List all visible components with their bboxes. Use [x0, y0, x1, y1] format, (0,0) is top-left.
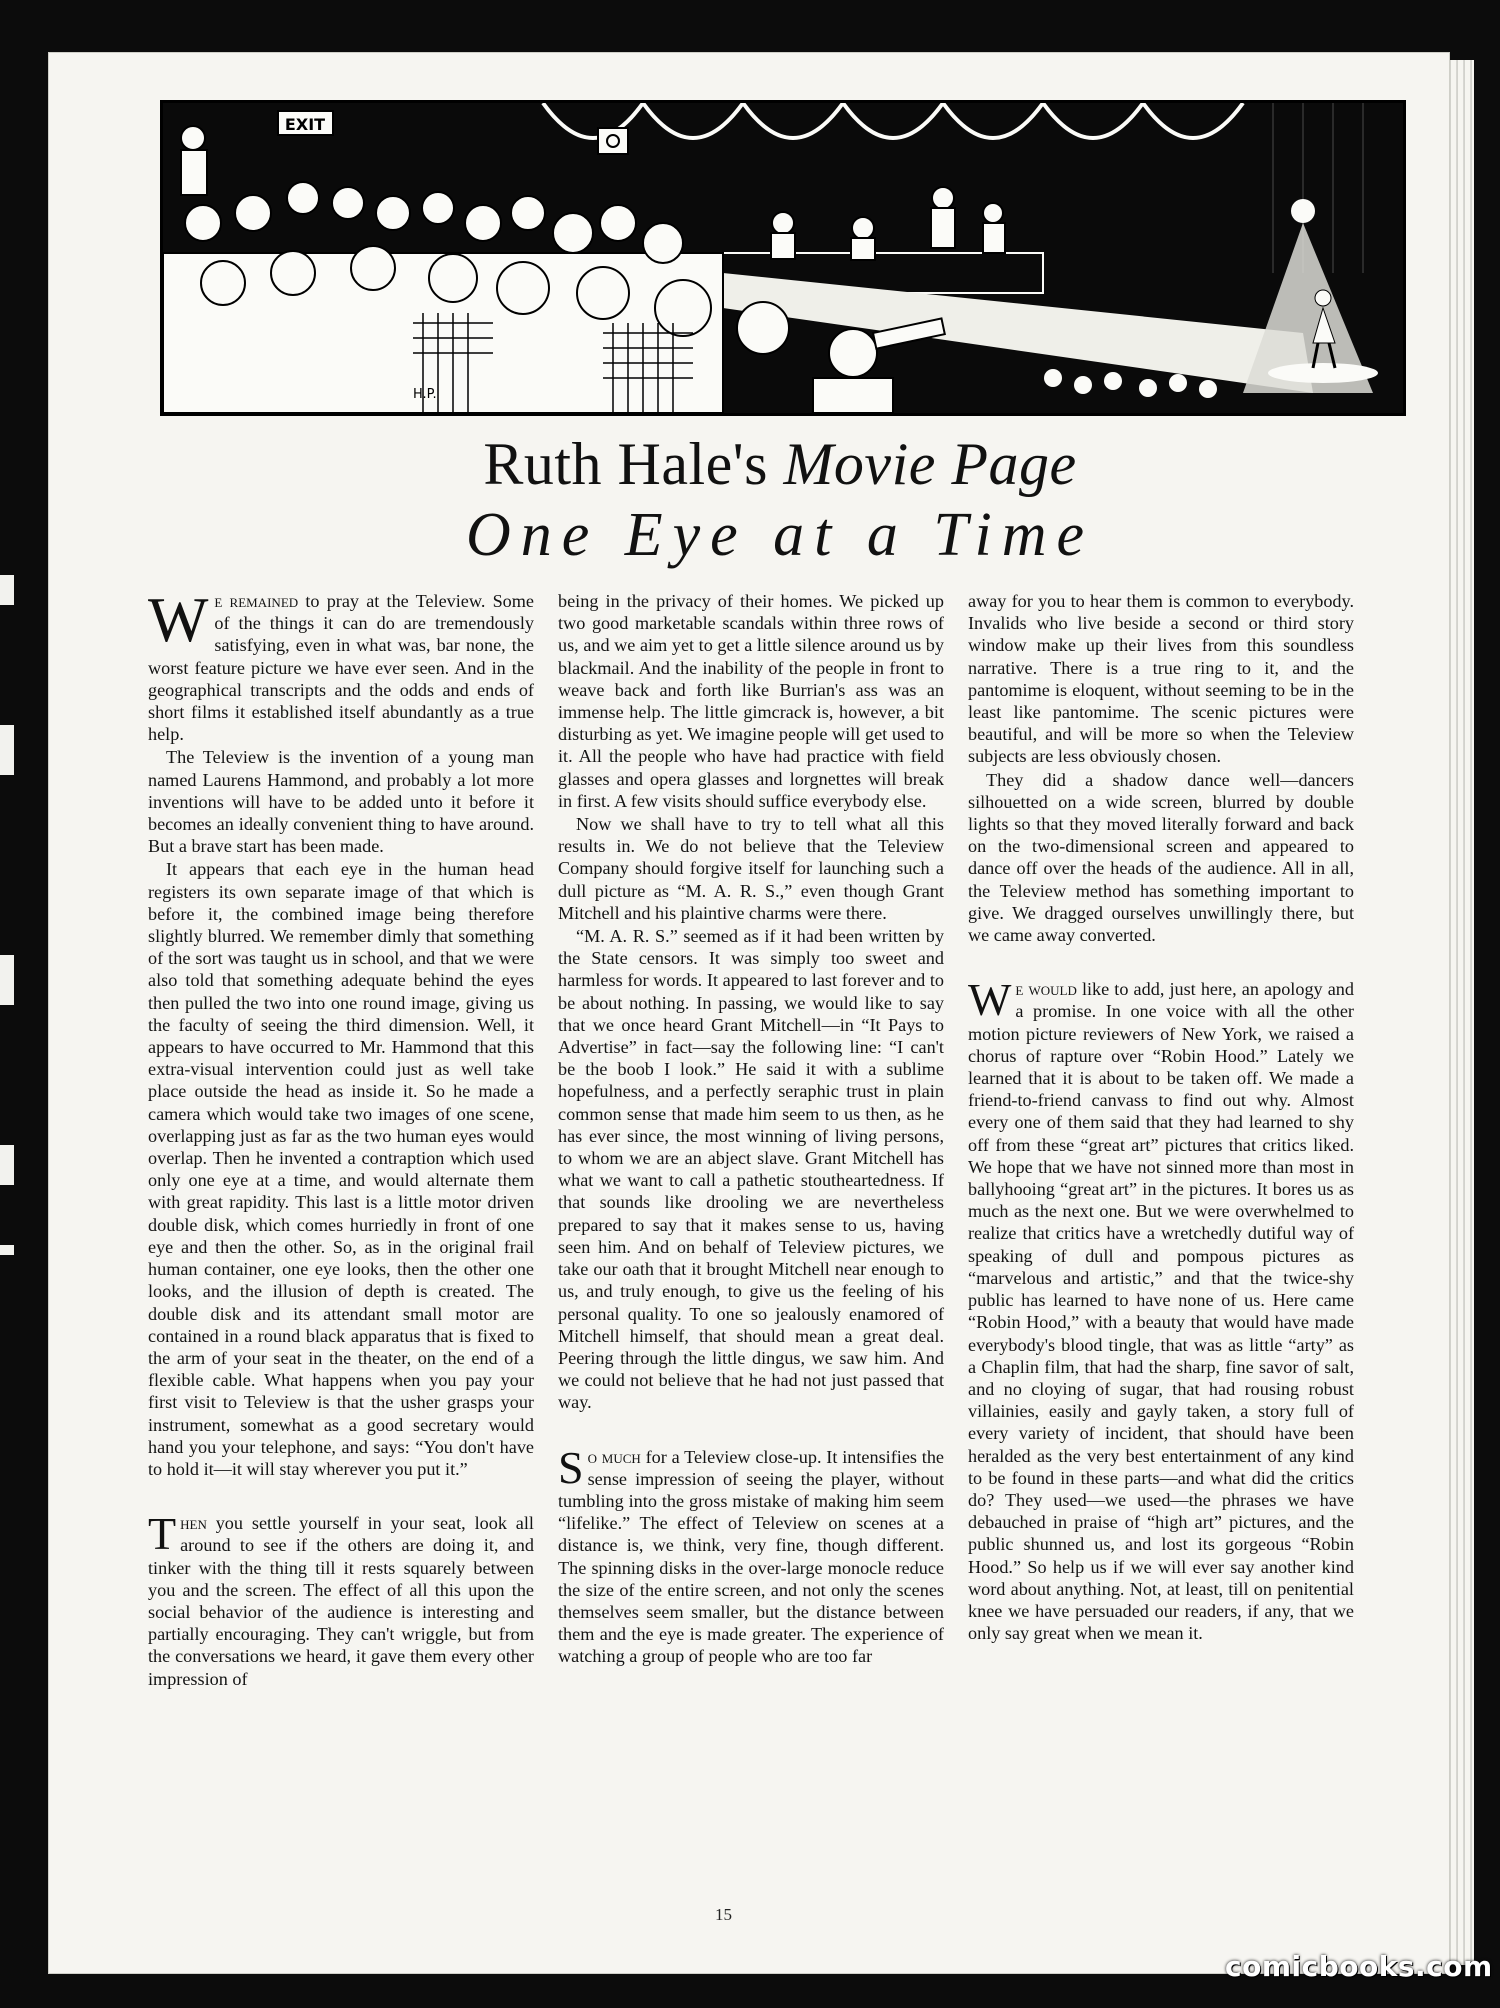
- paragraph: away for you to hear them is common to everybody. Invalids who live beside a second or third story window make up their lives from this soundless narrative. There is a true ring to it, and the pantomime is eloquent, without seeming to be in the least like pantomime. The scenic pictures were beautiful, and will be more so when the Teleview subjects are less obviously chosen.: [968, 591, 1354, 767]
- article-column-1: [148, 584, 534, 1691]
- lead-in: o much: [587, 1446, 641, 1467]
- paragraph-text: you settle yourself in your seat, look all around to see if the others are doing it, and tinker with the thing till it rests squarely between you and the screen. The effect of all this upon the social behavior of the audience is interesting and partially encouraging. They can't wriggle, but from the conversations we heard, it gave them every other impression of: [148, 1513, 534, 1689]
- paragraph: [558, 1441, 944, 1668]
- lead-in: e remained: [214, 591, 299, 611]
- paragraph: being in the privacy of their homes. We picked up two good marketable scandals within three rows of us, and we aim yet to get a little silence around us by blackmail. And the inability of the people in front to weave back and forth like Burrian's ass was an immense help. The little gimcrack is, however, a bit disturbing as yet. We imagine people will get used to it. All the people who have had practice with field glasses and opera glasses and lorgnettes will break in first. A few visits should suffice everybody else.: [558, 591, 944, 811]
- artist-signature: H.P.: [413, 387, 437, 402]
- lead-in: hen: [180, 1513, 207, 1534]
- article-column-2: [558, 590, 944, 1669]
- theater-illustration: [160, 100, 1406, 416]
- article-headline: One Eye at a Time: [465, 501, 1094, 569]
- page-number: 15: [715, 1905, 732, 1924]
- exit-sign-text: EXIT: [284, 115, 326, 134]
- paragraph: It appears that each eye in the human head registers its own separate image of that which is before it, the combined image being therefore slightly blurred. We remember dimly that something of the sort was taught us in school, and that we were also told that something adequate behind the eyes then pulled the two into one round image, giving us the faculty of seeing the third dimension. Well, it appears to have occurred to Mr. Hammond that this extra-visual intervention could just as well take place outside the head as inside it. So he made a camera which would take two images of one scene, overlapping just as far as the two human eyes would overlap. Then he invented a contraption which used only one eye at a time, and would alternate them with great rapidity. This last is a little motor driven double disk, which comes hurriedly in front of one eye and then the other. So, as in the original frail human container, one eye looks, then the other one looks, and the illusion of depth is created. The double disk and its attendant small motor are contained in a round black apparatus that is fixed to the arm of your seat in the theater, on the end of a flexible cable. What happens when you pay your first visit to Teleview is that the usher grasps your instrument, somewhat as a good secretary would hand you your telephone, and says: “You don't have to hold it—it will stay wherever you put it.”: [148, 859, 534, 1479]
- paragraph: “M. A. R. S.” seemed as if it had been written by the State censors. It was simply too sweet and harmless for words. It appeared to last forever and to be about nothing. In passing, we would like to say that we once heard Grant Mitchell—in “It Pays to Advertise” in fact—say the following line: “I can't be the boob I look.” He said it with a sublime hopefulness, and a perfectly seraphic trust in plain common sense that made him seem to us then, as he has ever since, the most winning of living persons, to whom we are an abject slave. Grant Mitchell has what we want to call a pathetic stoutheartedness. If that sounds like drooling we are nevertheless prepared to say that it makes sense to us, having seen him. And on behalf of Teleview pictures, we take our oath that it brought Mitchell near enough to us, and truly enough, to give us the feeling of his personal quality. To one so jealously enamored of Mitchell himself, that should mean a great deal. Peering through the little dingus, we saw him. And we could not believe that he had not just passed that way.: [558, 926, 944, 1413]
- title-name: Ruth Hale's: [483, 431, 768, 497]
- theater-audience-drawing: [163, 103, 1403, 413]
- paragraph: They did a shadow dance well—dancers silhouetted on a wide screen, blurred by double lights so that they moved literally forward and back on the two-dimensional screen and appeared to dance off over the heads of the audience. All in all, the Teleview method has something important to give. We dragged ourselves unwillingly there, but we came away converted.: [968, 769, 1354, 946]
- paragraph-text: like to add, just here, an apology and a promise. In one voice with all the other motion picture reviewers of New York, we raised a chorus of rapture over “Robin Hood.” Lately we learned that it is about to be taken off. We made a friend-to-friend canvass to find out why. Almost every one of them said that they had learned to shy off from these “great art” pictures that critics liked. We hope that we have not sinned more than most in ballyhooing “great art” in the pictures. It bores us as much as the next one. But we were overwhelmed to realize that critics have a wretchedly dutiful way of speaking of dull and pompous pictures as “marvelous and artistic,” and that the twice-shy public has learned to have none of us. Here came “Robin Hood,” with a beauty that would have made everybody's blood tingle, that was as little “arty” as a Chaplin film, that had the sharp, fine savor of salt, and no cloying of sugar, that had rousing robust villainies, easily and gayly taken, a story full of every variety of incident, that should have been heralded as the very best entertainment of any kind to be found in these parts—and what did the critics do? They used—we used—the phrases we have debauched in praise of “high art” pictures, and the public shunned us, and lost its gorgeous “Robin Hood.” So help us if we will ever say another kind word about anything. Not, at least, till on penitential knee we have persuaded our readers, if any, that we only say great when we mean it.: [968, 979, 1354, 1644]
- paragraph: Now we shall have to try to tell what all this results in. We do not believe that the Teleview Company should forgive itself for launching such a dull picture as “M. A. R. S.,” even though Grant Mitchell and his plaintive charms were there.: [558, 814, 944, 923]
- drop-cap: W: [148, 584, 209, 655]
- drop-cap: T: [148, 1508, 177, 1560]
- drop-cap: W: [968, 974, 1012, 1026]
- paragraph: The Teleview is the invention of a young man named Laurens Hammond, and probably a lot more inventions will have to be added unto it before it becomes an ideally convenient thing to have around. But a brave start has been made.: [148, 747, 534, 857]
- paragraph-text: for a Teleview close-up. It intensifies the sense impression of seeing the player, without tumbling into the gross mistake of making him seem “lifelike.” The effect of Teleview on scenes at a distance is, we think, very fine, though different. The spinning disks in the over-large monocle reduce the size of the entire screen, and not only the scenes themselves seem smaller, but the distance between them and the eye is made greater. The experience of watching a group of people who are too far: [558, 1446, 944, 1667]
- article-column-3: [968, 590, 1354, 1645]
- title-section: Movie Page: [783, 431, 1077, 497]
- paragraph: [148, 1508, 534, 1690]
- page-title: [160, 430, 1400, 499]
- paragraph: [148, 584, 534, 745]
- watermark: comicbooks.com: [1225, 1950, 1493, 1983]
- left-scan-edge: [0, 575, 14, 1255]
- lead-in: e would: [1015, 979, 1077, 1000]
- drop-cap: S: [558, 1441, 584, 1493]
- paragraph: [968, 974, 1354, 1644]
- paragraph-text: to pray at the Teleview. Some of the things it can do are tremendously satisfying, even in what was, bar none, the worst feature picture we have ever seen. And in the geographical transcripts and the odds and ends of short films it established itself abundantly as a true help.: [148, 591, 534, 745]
